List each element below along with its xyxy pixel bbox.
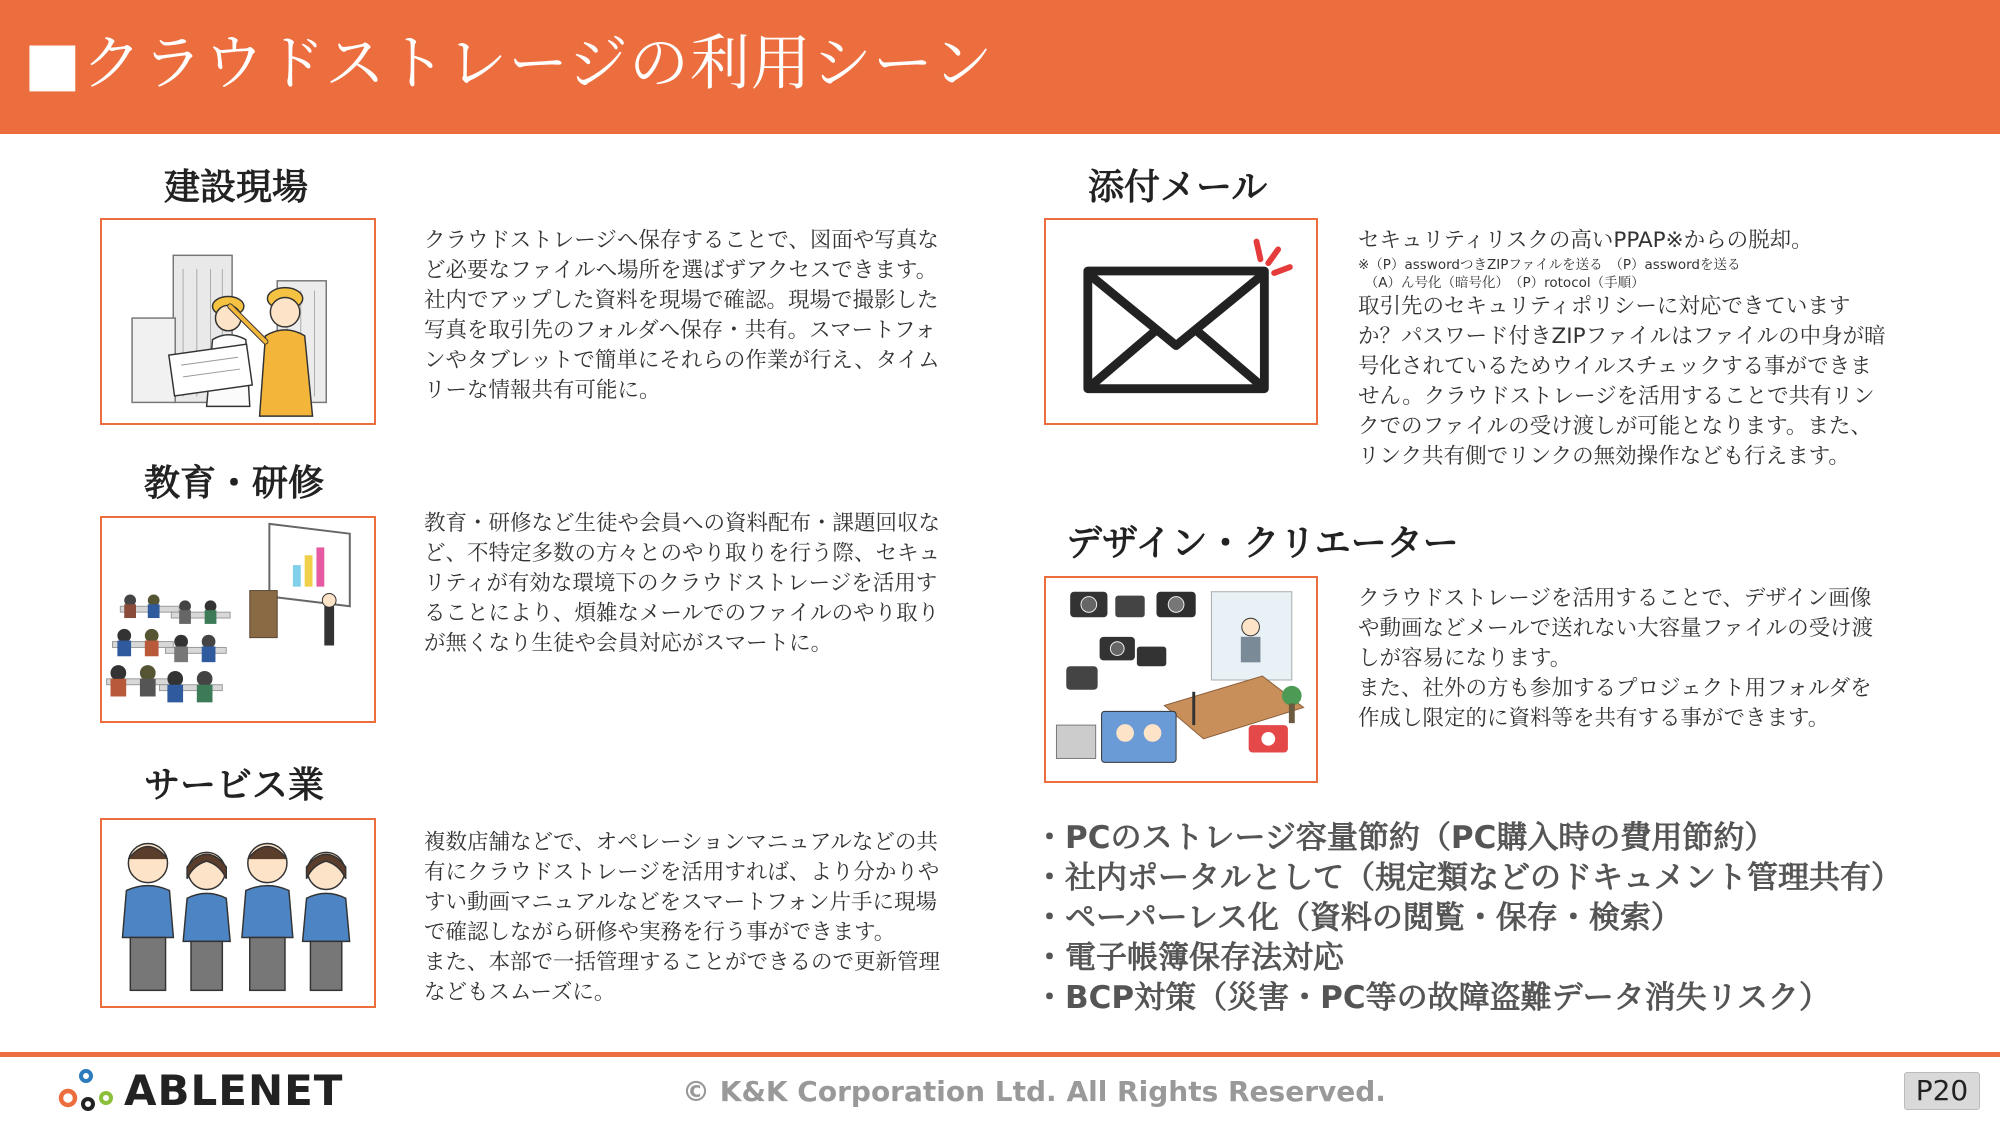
logo-text: ABLENET: [124, 1066, 344, 1115]
bullet-item: ・電子帳簿保存法対応: [1034, 940, 1344, 976]
usage-bullet-list: [1034, 818, 1994, 1018]
ablenet-logo-icon: [56, 1064, 116, 1116]
section-title-education: 教育・研修: [144, 463, 325, 504]
construction-desc-para-1: クラウドストレージへ保存することで、図面や写真など必要なファイルへ場所を選ばずアクセスできます。: [424, 228, 939, 283]
mail-envelope-icon: [1044, 218, 1318, 425]
bullet-item: ・ペーパーレス化（資料の閲覧・保存・検索）: [1034, 900, 1682, 936]
header-bar: [0, 0, 2000, 134]
construction-desc-para-2: 社内でアップした資料を現場で確認。現場で撮影した写真を取引先のフォルダへ保存・共有。スマートフォンやタブレットで簡単にそれらの作業が行え、タイムリーな情報共有可能に。: [424, 288, 940, 403]
design-desc-para-1: クラウドストレージを活用することで、デザイン画像や動画などメールで送れない大容量ファイルの受け渡しが容易になります。: [1358, 586, 1874, 671]
education-desc-para-1: 教育・研修など生徒や会員への資料配布・課題回収など、不特定多数の方々とのやり取りを行う際、セキュリティが有効な環境下のクラウドストレージを活用することにより、煩雑なメールでのファイルのやり取りが無くなり生徒や会員対応がスマートに。: [424, 511, 941, 656]
email-desc-rest: 取引先のセキュリティポリシーに対応できていますか？パスワード付きZIPファイルはファイルの中身が暗号化されているためウイルスチェックする事ができません。クラウドストレージを活用することで共有リンクでのファイルの受け渡しが可能となります。また、リンク共有側でリンクの無効操作なども行えます。: [1358, 294, 1886, 469]
construction-description: [424, 226, 954, 406]
bullet-item: ・PCのストレージ容量節約（PC購入時の費用節約）: [1034, 820, 1776, 856]
staff-members-illustration: [100, 818, 376, 1008]
ppap-note-line-2: （A）ん号化（暗号化） （P）rotocol（手順）: [1358, 275, 1645, 291]
page-title: ■クラウドストレージの利用シーン: [24, 29, 994, 99]
section-title-design: デザイン・クリエーター: [1066, 523, 1459, 564]
email-description: [1358, 226, 1888, 472]
section-title-email: 添付メール: [1088, 167, 1268, 208]
bullet-item: ・BCP対策（災害・PC等の故障盗難データ消失リスク）: [1034, 980, 1830, 1016]
ablenet-logo: [56, 1064, 344, 1116]
footer-divider: [0, 1052, 2000, 1057]
design-desc-para-2: また、社外の方も参加するプロジェクト用フォルダを作成し限定的に資料等を共有する事ができます。: [1358, 676, 1872, 731]
education-description: [424, 509, 954, 659]
page-number: P20: [1904, 1072, 1980, 1110]
section-title-construction: 建設現場: [164, 167, 309, 208]
service-desc-para-1: 複数店舗などで、オペレーションマニュアルなどの共有にクラウドストレージを活用すれば、より分かりやすい動画マニュアルなどをスマートフォン片手に現場で確認しながら研修や実務を行う事ができます。: [424, 830, 940, 945]
copyright-text: © K&K Corporation Ltd. All Rights Reserved.: [682, 1075, 1386, 1108]
section-title-service: サービス業: [144, 765, 325, 806]
service-description: [424, 828, 954, 1008]
bullet-item: ・社内ポータルとして（規定類などのドキュメント管理共有）: [1034, 860, 1902, 896]
construction-workers-illustration: [100, 218, 376, 425]
email-desc-first: セキュリティリスクの高いPPAP※からの脱却。: [1358, 228, 1813, 253]
service-desc-para-2: また、本部で一括管理することができるので更新管理などもスムーズに。: [424, 950, 941, 1005]
ppap-note-line-1: ※（P）asswordつきZIPファイルを送る （P）asswordを送る: [1358, 257, 1741, 273]
creator-studio-illustration: [1044, 576, 1318, 783]
design-description: [1358, 584, 1888, 734]
seminar-classroom-illustration: [100, 516, 376, 723]
